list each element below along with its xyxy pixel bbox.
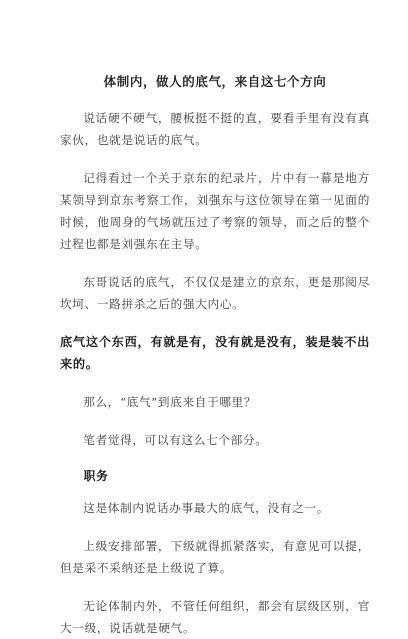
section-heading: 职务 [83,469,109,483]
paragraph-5: 那么，“底气”到底来自于哪里？ [83,395,257,409]
paragraph-6: 笔者觉得，可以有这么七个部分。 [83,433,268,447]
paragraph-2: 记得看过一个关于京东的纪录片，片中有一幕是地方某领导到京东考察工作，刘强东与这位领导在第一见面的时候，他周身的气场就压过了考察的领导，而之后的整个过程也都是刘强东在主导。 [60,171,370,251]
section-paragraph-2: 上级安排部署，下级就得抓紧落实，有意见可以提，但是采不采纳还是上级说了算。 [60,539,370,575]
section-paragraph-3: 无论体制内外，不管任何组织，都会有层级区别，官大一级，说话就是硬气。 [60,599,370,635]
paragraph-3: 东哥说话的底气，不仅仅是建立的京东，更是那阅尽坎坷、一路拼杀之后的强大内心。 [60,275,370,311]
emphasis-paragraph: 底气这个东西，有就是有，没有就是没有，装是装不出来的。 [60,335,370,371]
paragraph-1: 说话硬不硬气，腰板挺不挺的直，要看手里有没有真家伙，也就是说话的底气。 [60,111,370,147]
document-title: 体制内，做人的底气，来自这七个方向 [103,74,327,89]
section-paragraph-1: 这是体制内说话办事最大的底气，没有之一。 [83,501,330,515]
